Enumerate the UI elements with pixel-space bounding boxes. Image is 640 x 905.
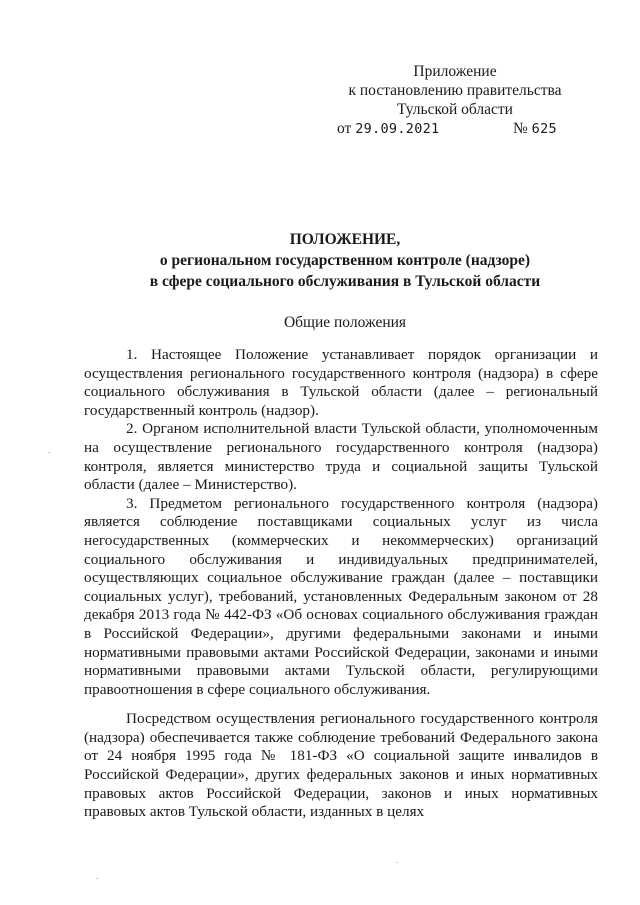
paragraph-1: 1. Настоящее Положение устанавливает порядок организации и осуществления регионального государственного контроля (надзора) в сфере социального обслуживания в Тульской области (далее – региональный государственный контроль (надзор).: [84, 346, 598, 419]
section-heading: Общие положения: [283, 314, 407, 331]
document-body: [84, 346, 598, 822]
date-prefix: от: [337, 120, 352, 137]
appendix-region: Тульской области: [397, 101, 513, 118]
scan-speck: [396, 862, 398, 863]
title-line-3: в сфере социального обслуживания в Тульской области: [149, 273, 541, 290]
appendix-resolution: к постановлению правительства: [348, 82, 562, 99]
paragraph-4: Посредством осуществления регионального государственного контроля (надзора) обеспечивается также соблюдение требований Федерального закона от 24 ноября 1995 года № 181-ФЗ «О социальной защите инвалидов в Российской Федерации», других федеральных законов и иных нормативных правовых актов Российской Федерации, законов и иных нормативных правовых актов Тульской области, изданных в целях: [84, 710, 598, 821]
scan-speck: [96, 878, 98, 879]
appendix-label: Приложение: [413, 63, 497, 80]
scan-speck: [48, 452, 50, 453]
paragraph-3: 3. Предметом регионального государственного контроля (надзора) является соблюдение поставщиками социальных услуг из числа негосударственных (коммерческих и некоммерческих) организаций социального обслуживания и индивидуальных предпринимателей, осуществляющих социальное обслуживание граждан (далее – поставщики социальных услуг), требований, установленных Федеральным законом от 28 декабря 2013 года № 442-ФЗ «Об основах социального обслуживания граждан в Российской Федерации», другими федеральными законами и иными нормативными правовыми актами Российской Федерации, законами и иными нормативными правовыми актами Тульской области, регулирующими правоотношения в сфере социального обслуживания.: [84, 494, 598, 698]
title-line-1: ПОЛОЖЕНИЕ,: [289, 231, 401, 248]
resolution-date-line: [337, 119, 567, 139]
title-line-2: о региональном государственном контроле (надзоре): [159, 252, 531, 269]
document-title: [90, 229, 600, 292]
resolution-number-group: [513, 119, 557, 139]
resolution-date: 29.09.2021: [355, 121, 440, 137]
appendix-header: [330, 62, 580, 119]
number-sign: №: [513, 120, 528, 137]
paragraph-2: 2. Органом исполнительной власти Тульской области, уполномоченным на осуществление регионального государственного контроля (надзора) контроля, является министерство труда и социальной защиты Тульской области (далее – Министерство).: [84, 420, 598, 494]
resolution-number: 625: [531, 121, 557, 137]
